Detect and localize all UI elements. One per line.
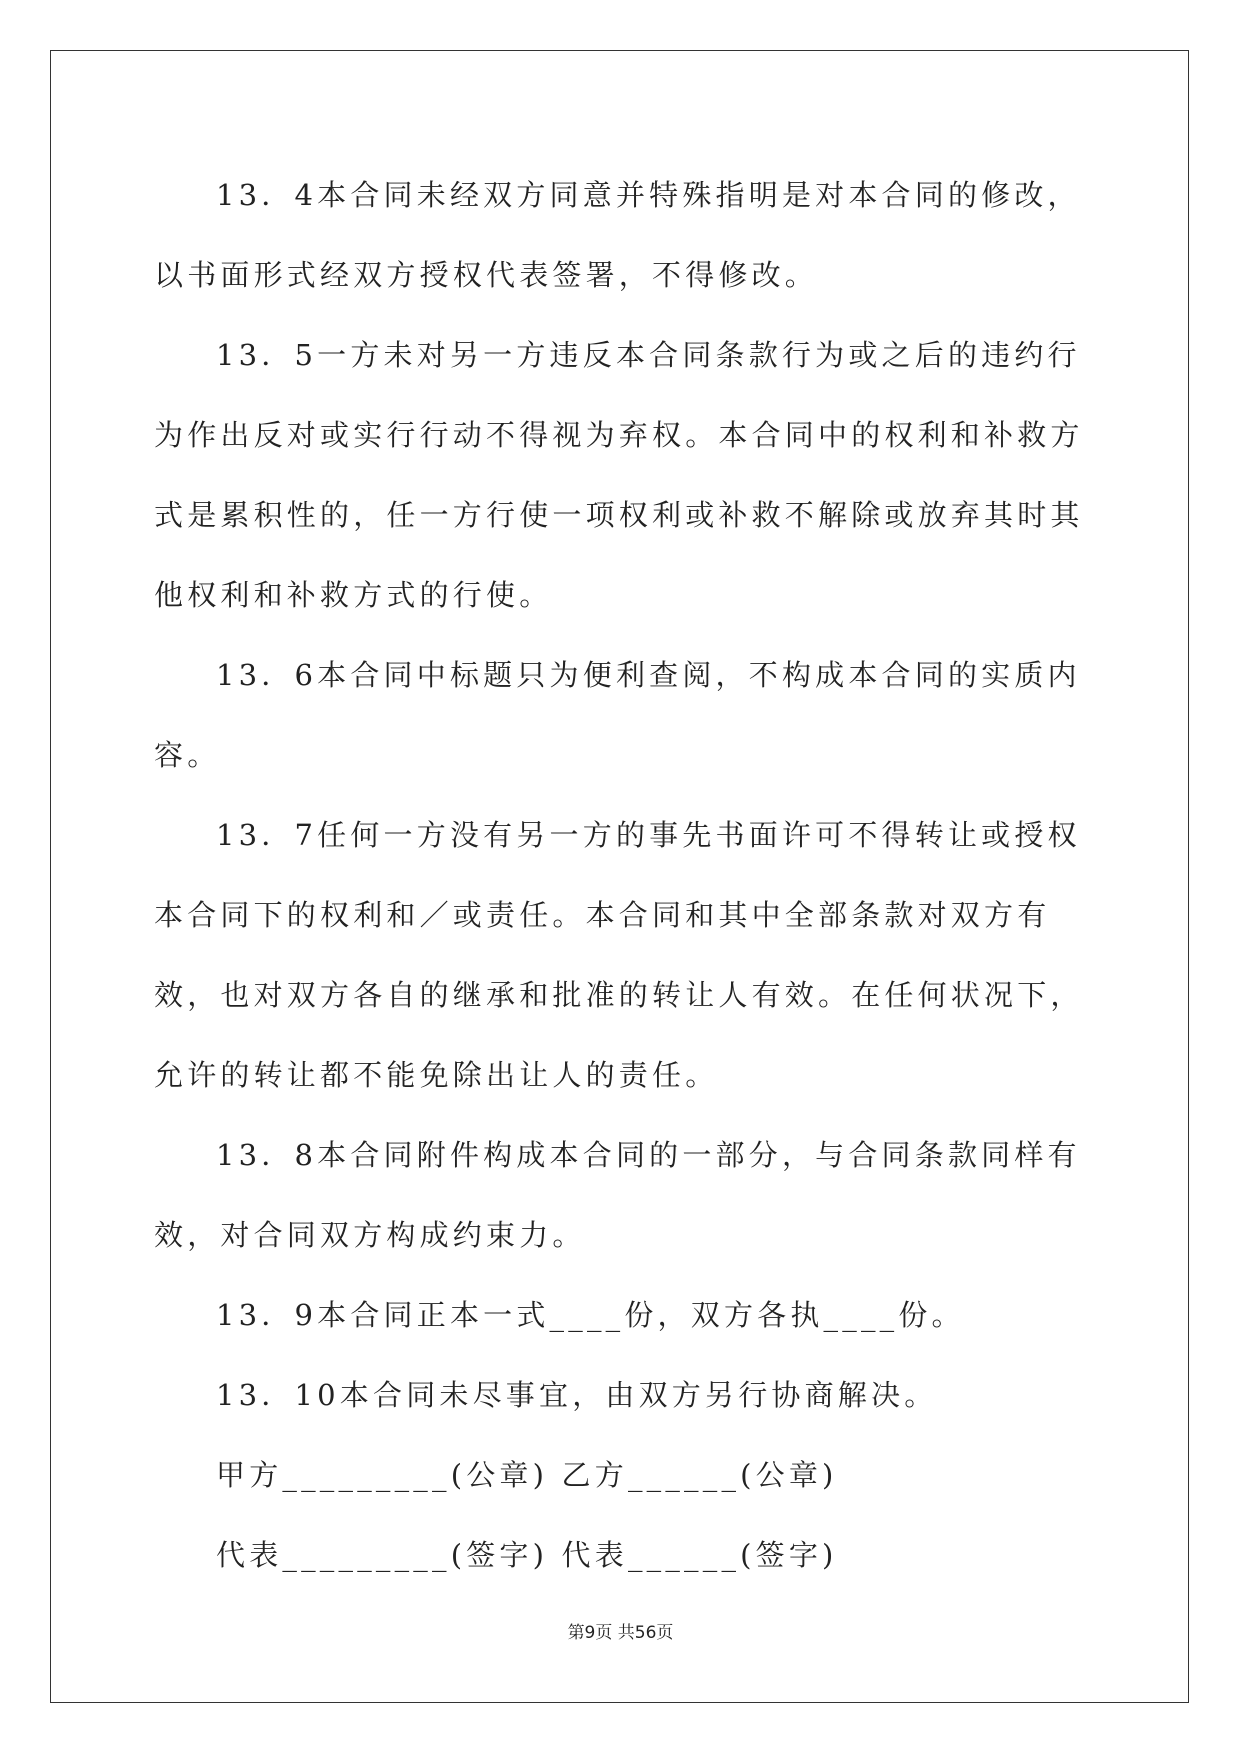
clause-13-8: 13．8本合同附件构成本合同的一部分，与合同条款同样有效，对合同双方构成约束力。 <box>154 1138 1081 1252</box>
signature-line-sign: 代表_________(签字) 代表______(签字) <box>216 1538 838 1572</box>
clause-13-6: 13．6本合同中标题只为便利查阅，不构成本合同的实质内容。 <box>154 658 1081 772</box>
document-body <box>154 155 1090 1595</box>
clause-13-4: 13．4本合同未经双方同意并特殊指明是对本合同的修改，以书面形式经双方授权代表签署，不得修改。 <box>154 178 1081 292</box>
clause-13-5: 13．5一方未对另一方违反本合同条款行为或之后的违约行为作出反对或实行行动不得视为弃权。本合同中的权利和补救方式是累积性的，任一方行使一项权利或补救不解除或放弃其时其他权利和补救方式的行使。 <box>154 338 1084 612</box>
signature-line-seal: 甲方_________(公章) 乙方______(公章) <box>216 1458 838 1492</box>
page-number-footer: 第9页 共56页 <box>567 1623 674 1643</box>
clause-13-7: 13．7任何一方没有另一方的事先书面许可不得转让或授权本合同下的权利和／或责任。本合同和其中全部条款对双方有效，也对双方各自的继承和批准的转让人有效。在任何状况下，允许的转让都不能免除出让人的责任。 <box>154 818 1084 1092</box>
clause-13-10: 13．10本合同未尽事宜，由双方另行协商解决。 <box>216 1378 938 1412</box>
clause-13-9: 13．9本合同正本一式____份，双方各执____份。 <box>216 1298 965 1332</box>
